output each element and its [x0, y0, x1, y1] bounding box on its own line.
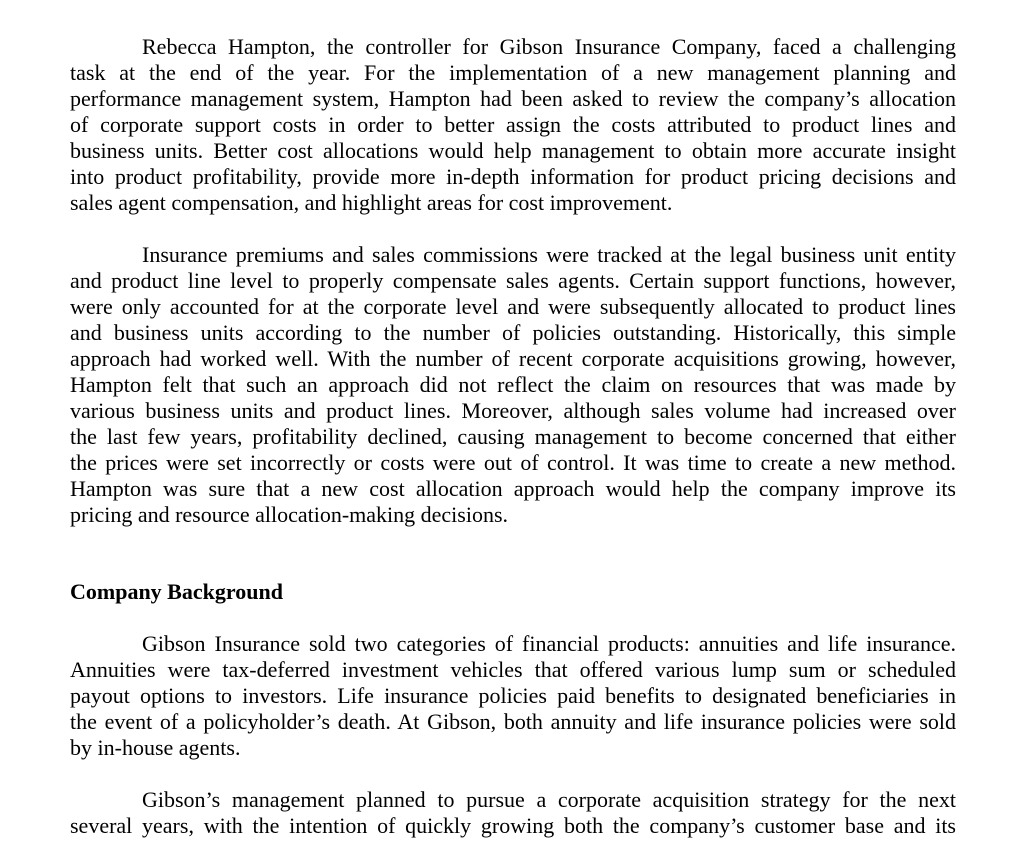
- paragraph-4: [70, 631, 956, 761]
- text-line: and business units according to the number of policies outstanding. Historically, this simple: [70, 320, 956, 345]
- text-line: various business units and product lines. Moreover, although sales volume had increased over: [70, 398, 956, 423]
- text-line: by in-house agents.: [70, 735, 241, 760]
- text-line: task at the end of the year. For the implementation of a new management planning and: [70, 60, 956, 85]
- text-line: performance management system, Hampton had been asked to review the company’s allocation: [70, 86, 956, 111]
- text-line: were only accounted for at the corporate level and were subsequently allocated to product lines: [70, 294, 956, 319]
- text-line: pricing and resource allocation-making decisions.: [70, 502, 509, 527]
- document-body: [70, 34, 956, 856]
- text-line: sales agent compensation, and highlight areas for cost improvement.: [70, 190, 673, 215]
- text-line: Rebecca Hampton, the controller for Gibson Insurance Company, faced a challenging: [142, 34, 956, 59]
- section-heading: Company Background: [70, 579, 283, 604]
- text-line: business units. Better cost allocations would help management to obtain more accurate insight: [70, 138, 956, 163]
- text-line: several years, with the intention of quickly growing both the company’s customer base and its: [70, 813, 956, 838]
- text-line: and product line level to properly compensate sales agents. Certain support functions, however,: [70, 268, 956, 293]
- text-line: Hampton was sure that a new cost allocation approach would help the company improve its: [70, 476, 956, 501]
- text-line: Gibson Insurance sold two categories of financial products: annuities and life insurance.: [142, 631, 956, 656]
- paragraph-1: [70, 34, 956, 216]
- text-line: the last few years, profitability declined, causing management to become concerned that either: [70, 424, 956, 449]
- text-line: Hampton felt that such an approach did not reflect the claim on resources that was made by: [70, 372, 956, 397]
- text-line: payout options to investors. Life insurance policies paid benefits to designated beneficiaries in: [70, 683, 956, 708]
- text-line: into product profitability, provide more in-depth information for product pricing decisions and: [70, 164, 956, 189]
- text-line: Annuities were tax-deferred investment vehicles that offered various lump sum or scheduled: [70, 657, 956, 682]
- text-line: approach had worked well. With the number of recent corporate acquisitions growing, however,: [70, 346, 956, 371]
- text-line: the prices were set incorrectly or costs were out of control. It was time to create a new method.: [70, 450, 956, 475]
- paragraph-5: [70, 787, 956, 839]
- text-line: of corporate support costs in order to better assign the costs attributed to product lines and: [70, 112, 956, 137]
- text-line: Gibson’s management planned to pursue a corporate acquisition strategy for the next: [142, 787, 956, 812]
- text-line: Insurance premiums and sales commissions were tracked at the legal business unit entity: [142, 242, 956, 267]
- text-line: the event of a policyholder’s death. At Gibson, both annuity and life insurance policies were sold: [70, 709, 956, 734]
- paragraph-2: [70, 242, 956, 528]
